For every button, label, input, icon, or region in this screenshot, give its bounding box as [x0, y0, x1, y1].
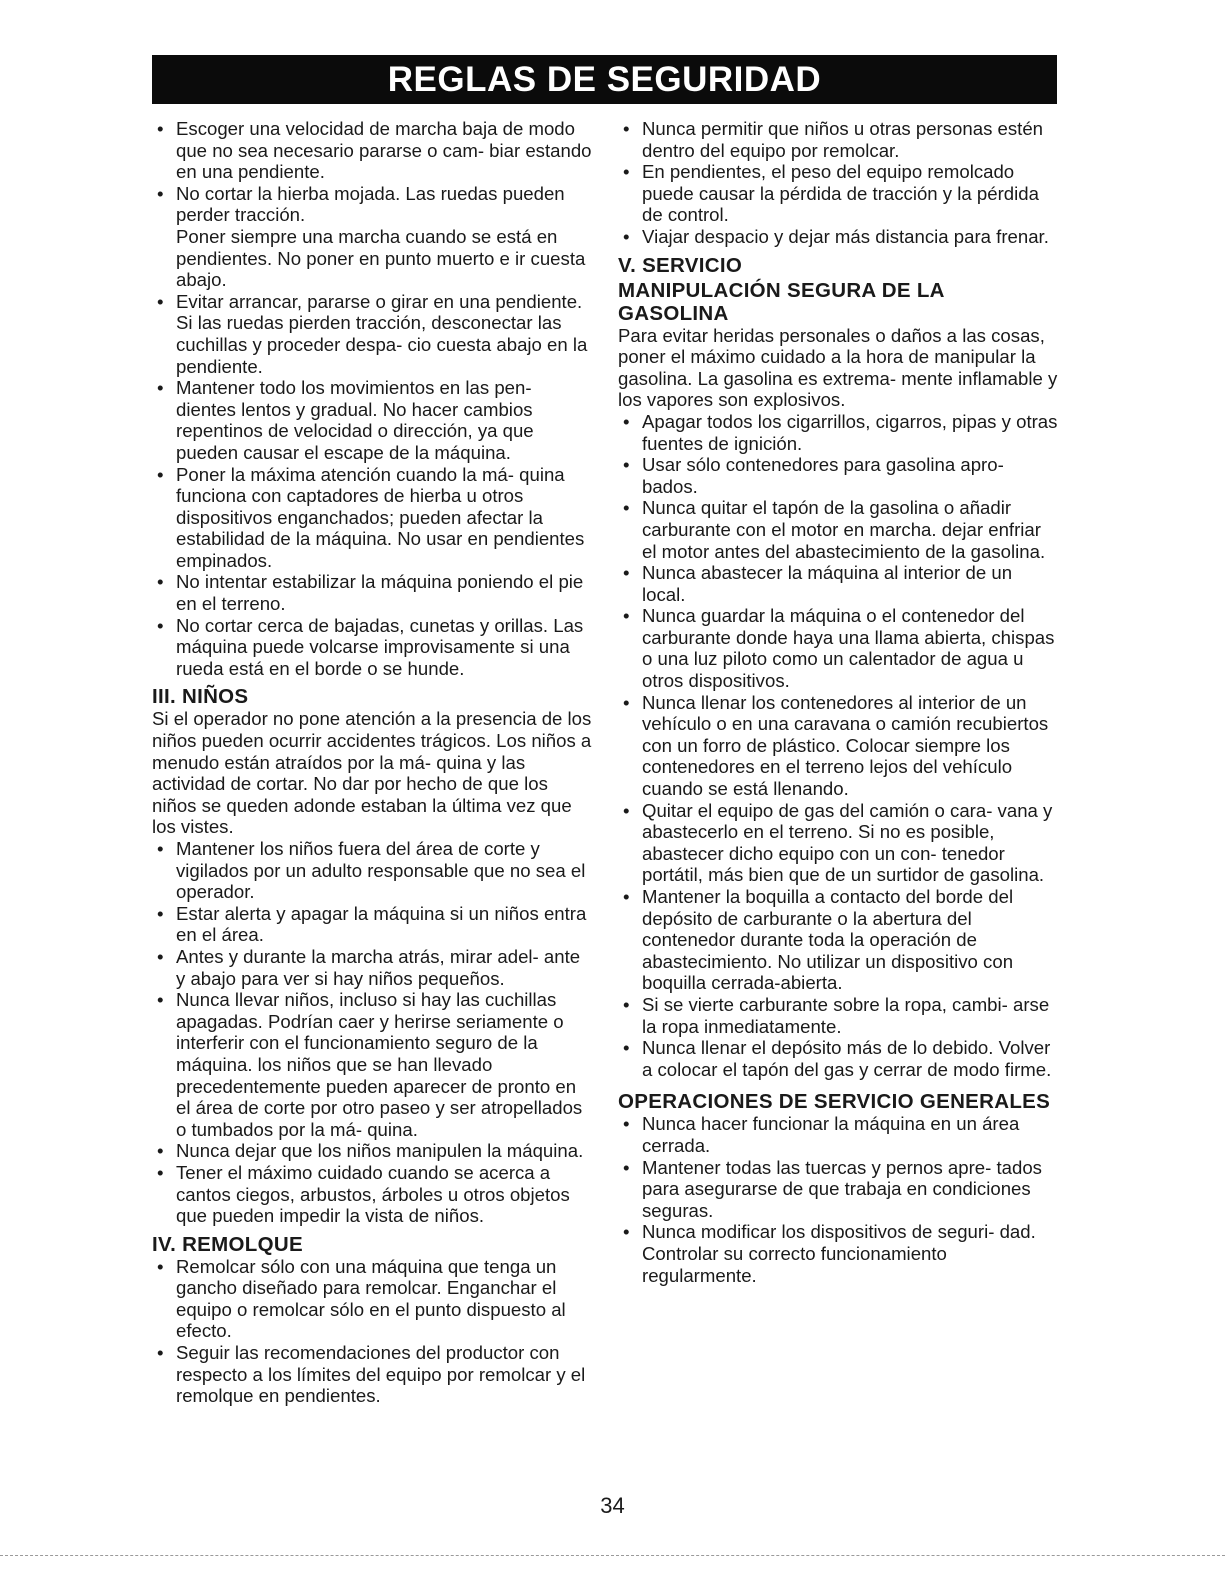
list-item: • Nunca hacer funcionar la máquina en un área cerrada.: [623, 1113, 1020, 1156]
list-item: • Nunca modificar los dispositivos de seguri- dad. Controlar su correcto funcionamiento regularmente.: [623, 1221, 1036, 1286]
list-item: • No intentar estabilizar la máquina poniendo el pie en el terreno.: [157, 571, 584, 615]
list-item: • Estar alerta y apagar la máquina si un niños entra en el área.: [157, 902, 587, 946]
section-heading-servicio: V. SERVICIO: [618, 253, 743, 277]
list-item: • Nunca abastecer la máquina al interior de un local.: [623, 562, 1013, 605]
list-item-continuation: Poner siempre una marcha cuando se está en pendientes. No poner en punto muerto e ir cuesta abajo.: [176, 225, 586, 291]
list-item: • Usar sólo contenedores para gasolina apro- bados.: [623, 454, 1004, 497]
list-item: • Nunca permitir que niños u otras personas estén dentro del equipo por remolcar.: [623, 118, 1044, 161]
list-item: • Viajar despacio y dejar más distancia para frenar.: [623, 225, 1049, 247]
list-item: • Seguir las recomendaciones del productor con respecto a los límites del equipo por remolcar y el remolque en pendientes.: [157, 1342, 586, 1407]
list-item: • Mantener todo los movimientos en las pen- dientes lentos y gradual. No hacer cambios repentinos de velocidad o dirección, ya que pueden causar el escape de la máquina.: [157, 377, 534, 463]
section-heading-remolque: IV. REMOLQUE: [152, 1232, 303, 1256]
section-heading-operaciones: OPERACIONES DE SERVICIO GENERALES: [618, 1090, 1051, 1114]
list-item: • No cortar la hierba mojada. Las ruedas pueden perder tracción.: [157, 182, 565, 226]
list-item: • Escoger una velocidad de marcha baja de modo que no sea necesario pararse o cam- biar estando en una pendiente.: [157, 118, 592, 183]
list-item: • Mantener todas las tuercas y pernos apre- tados para asegurarse de que trabaja en condiciones seguras.: [623, 1156, 1042, 1221]
page-number: 34: [600, 1493, 625, 1518]
left-column: [152, 118, 592, 1407]
list-item: • Tener el máximo cuidado cuando se acerca a cantos ciegos, arbustos, árboles u otros objetos que pueden impedir la vista de niños.: [157, 1161, 570, 1227]
list-item: • Poner la máxima atención cuando la má- quina funciona con captadores de hierba u otros dispositivos enganchados; pueden afectar la estabilidad de la máquina. No usar en pendientes empinados.: [157, 463, 585, 571]
section-paragraph: Si el operador no pone atención a la presencia de los niños pueden ocurrir accidentes trágicos. Los niños a menudo están atraídos por la má- quina y las actividad de cortar. No dar por hecho de que los niños se queden adonde estaban la última vez que los vistes.: [152, 708, 592, 838]
list-item: • Mantener los niños fuera del área de corte y vigilados por un adulto responsable que no sea el operador.: [157, 838, 586, 903]
list-item: • Si se vierte carburante sobre la ropa, cambi- arse la ropa inmediatamente.: [623, 993, 1050, 1037]
list-item: • Apagar todos los cigarrillos, cigarros, pipas y otras fuentes de ignición.: [623, 410, 1058, 454]
list-item: • Nunca llenar el depósito más de lo debido. Volver a colocar el tapón del gas y cerrar de modo firme.: [623, 1037, 1052, 1080]
section-heading-ninos: III. NIÑOS: [152, 685, 249, 709]
page-title: REGLAS DE SEGURIDAD: [152, 55, 1057, 104]
subsection-heading-gasolina: MANIPULACIÓN SEGURA DE LA GASOLINA: [618, 278, 945, 325]
right-column: [618, 118, 1058, 1286]
list-item: • En pendientes, el peso del equipo remolcado puede causar la pérdida de tracción y la pérdida de control.: [623, 161, 1039, 226]
list-item: • Nunca dejar que los niños manipulen la máquina.: [157, 1140, 584, 1162]
list-item: • No cortar cerca de bajadas, cunetas y orillas. Las máquina puede volcarse improvisamente si una rueda está en el borde o se hunde.: [157, 614, 584, 679]
list-item: • Nunca llevar niños, incluso si hay las cuchillas apagadas. Podrían caer y herirse seriamente o interferir con el funcionamiento seguro de la máquina. los niños que se han llevado precedentemente pueden aparecer de pronto en el área de corte por otro paseo y ser atropellados o tumbados por la má- quina.: [157, 989, 583, 1140]
list-item: • Quitar el equipo de gas del camión o cara- vana y abastecerlo en el terreno. Si no es posible, abastecer dicho equipo con un con- tenedor portátil, más bien que de un surtidor de gasolina.: [623, 799, 1053, 886]
scan-edge-divider: [0, 1555, 1225, 1556]
list-item: • Nunca llenar los contenedores al interior de un vehículo o en una caravana o camión recubiertos con un forro de plástico. Colocar siempre los contenedores en el terreno lejos del vehículo cuando se está llenando.: [623, 691, 1049, 800]
section-paragraph: Para evitar heridas personales o daños a las cosas, poner el máximo cuidado a la hora de manipular la gasolina. La gasolina es extrema- mente inflamable y los vapores son explosivos.: [618, 324, 1058, 411]
list-item: • Evitar arrancar, pararse o girar en una pendiente. Si las ruedas pierden tracción, desconectar las cuchillas y proceder despa- cio cuesta abajo en la pendiente.: [157, 290, 588, 377]
list-item: • Nunca quitar el tapón de la gasolina o añadir carburante con el motor en marcha. dejar enfriar el motor antes del abastecimiento de la gasolina.: [623, 497, 1046, 562]
list-item: • Nunca guardar la máquina o el contenedor del carburante donde haya una llama abierta, chispas o una luz piloto como un calentador de agua u otros dispositivos.: [623, 605, 1055, 692]
list-item: • Antes y durante la marcha atrás, mirar adel- ante y abajo para ver si hay niños pequeños.: [157, 945, 581, 989]
list-item: • Mantener la boquilla a contacto del borde del depósito de carburante o la abertura del contenedor durante toda la operación de abastecimiento. No utilizar un dispositivo con boquilla cerrada-abierta.: [623, 886, 1014, 994]
list-item: • Remolcar sólo con una máquina que tenga un gancho diseñado para remolcar. Enganchar el equipo o remolcar sólo en el punto dispuesto al efecto.: [157, 1255, 566, 1342]
